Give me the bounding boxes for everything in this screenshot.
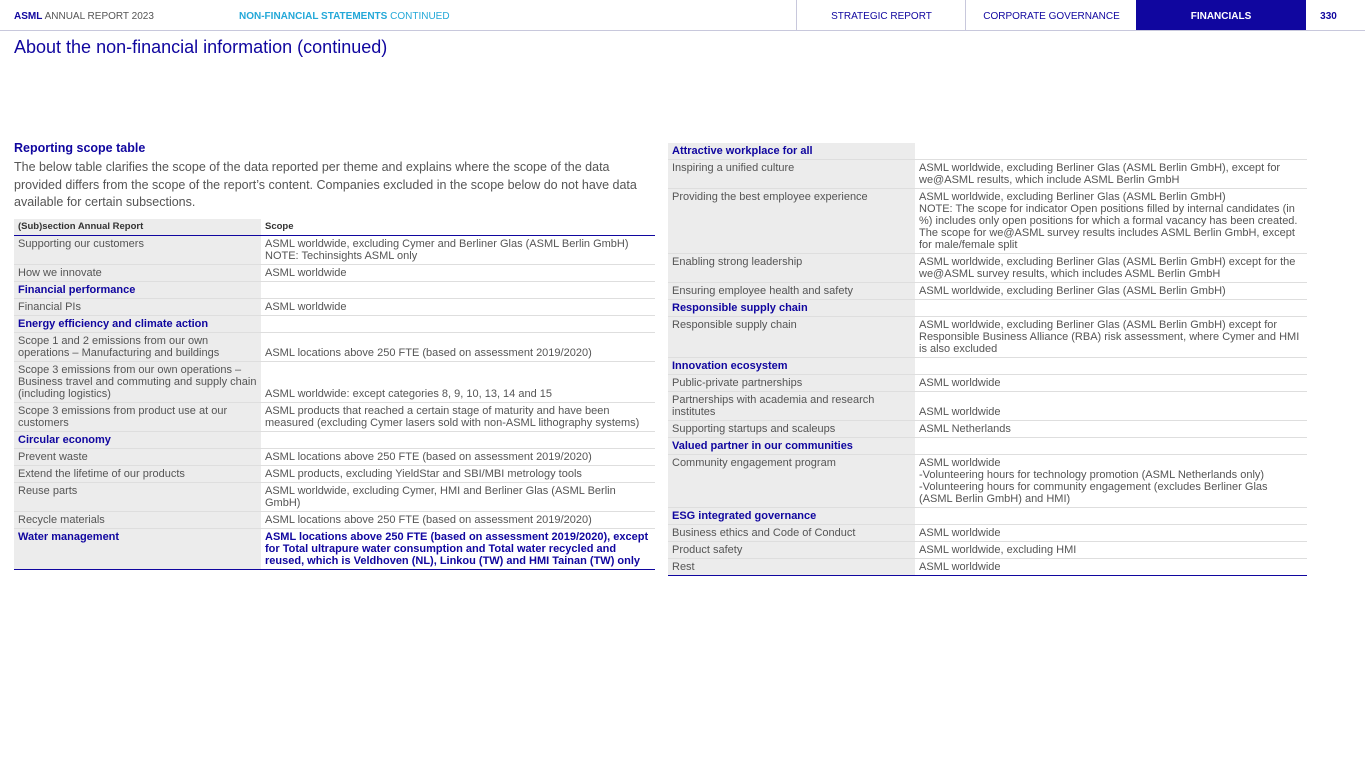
table-row — [14, 236, 655, 265]
report-header — [0, 0, 1365, 31]
table-row — [668, 189, 1307, 254]
subsection-cell: Partnerships with academia and research institutes — [668, 392, 915, 421]
table-row — [668, 542, 1307, 559]
table-section-row — [668, 508, 1307, 525]
subsection-cell: Providing the best employee experience — [668, 189, 915, 254]
subsection-cell: Prevent waste — [14, 449, 261, 466]
subsection-cell: How we innovate — [14, 265, 261, 282]
scope-cell: ASML products, excluding YieldStar and SBI/MBI metrology tools — [261, 466, 655, 483]
scope-cell: ASML locations above 250 FTE (based on assessment 2019/2020) — [261, 333, 655, 362]
scope-cell — [915, 508, 1307, 525]
section-name: NON-FINANCIAL STATEMENTS — [239, 11, 388, 22]
subsection-cell: Recycle materials — [14, 512, 261, 529]
subsection-cell: Water management — [14, 529, 261, 570]
subsection-cell: Reuse parts — [14, 483, 261, 512]
scope-cell — [261, 432, 655, 449]
scope-table-intro: The below table clarifies the scope of the data reported per theme and explains where the scope of the data provided differs from the scope of the report’s content. Companies excluded in the scope below do not have data available for certain subsections. — [14, 160, 637, 209]
scope-cell — [261, 282, 655, 299]
report-brand — [14, 11, 154, 22]
scope-cell — [915, 143, 1307, 160]
page-title: About the non-financial information (continued) — [14, 37, 388, 57]
column-header-subsection: (Sub)section Annual Report — [14, 219, 261, 236]
column-header-scope: Scope — [261, 219, 655, 236]
scope-cell — [261, 316, 655, 333]
table-row — [14, 362, 655, 403]
scope-cell: ASML worldwide — [915, 375, 1307, 392]
subsection-cell: Responsible supply chain — [668, 300, 915, 317]
scope-cell: ASML worldwide — [915, 525, 1307, 542]
scope-cell: ASML products that reached a certain stage of maturity and have been measured (excluding Cymer lasers sold with non-ASML lithography systems) — [261, 403, 655, 432]
scope-cell: ASML worldwide, excluding Berliner Glas (ASML Berlin GmbH) except for the we@ASML survey results, which includes ASML Berlin GmbH — [915, 254, 1307, 283]
subsection-cell: Enabling strong leadership — [668, 254, 915, 283]
subsection-cell: Responsible supply chain — [668, 317, 915, 358]
subsection-cell: ESG integrated governance — [668, 508, 915, 525]
scope-cell: ASML worldwide, excluding Cymer, HMI and Berliner Glas (ASML Berlin GmbH) — [261, 483, 655, 512]
tab-corporate-governance[interactable]: CORPORATE GOVERNANCE — [965, 0, 1137, 30]
scope-table-left — [14, 219, 655, 570]
scope-cell: ASML worldwide, excluding HMI — [915, 542, 1307, 559]
subsection-cell: Rest — [668, 559, 915, 576]
scope-table-right — [668, 143, 1307, 576]
tab-strategic-report[interactable]: STRATEGIC REPORT — [796, 0, 966, 30]
table-row — [14, 333, 655, 362]
table-section-row — [14, 316, 655, 333]
table-section-row — [668, 358, 1307, 375]
subsection-cell: Circular economy — [14, 432, 261, 449]
scope-cell: ASML worldwide — [261, 299, 655, 316]
table-row — [14, 512, 655, 529]
subsection-cell: Supporting our customers — [14, 236, 261, 265]
report-name: ANNUAL REPORT 2023 — [44, 11, 154, 22]
subsection-cell: Financial PIs — [14, 299, 261, 316]
table-row — [14, 466, 655, 483]
brand-name: ASML — [14, 11, 43, 22]
table-row — [668, 421, 1307, 438]
scope-cell: ASML worldwide, excluding Berliner Glas (ASML Berlin GmbH) NOTE: The scope for indicator Open positions filled by internal candidates (in %) includes only open positions for which a formal vacancy has been created. The scope for we@ASML survey results includes ASML Berlin GmbH, except for male/female split — [915, 189, 1307, 254]
table-row — [14, 265, 655, 282]
subsection-cell: Valued partner in our communities — [668, 438, 915, 455]
table-header-row — [14, 219, 655, 236]
scope-cell: ASML worldwide, excluding Cymer and Berliner Glas (ASML Berlin GmbH) NOTE: Techinsights ASML only — [261, 236, 655, 265]
table-row — [668, 559, 1307, 576]
table-row — [668, 375, 1307, 392]
table-row — [14, 299, 655, 316]
scope-cell: ASML worldwide, excluding Berliner Glas (ASML Berlin GmbH) except for Responsible Business Alliance (RBA) risk assessment, where Cymer and HMI is also excluded — [915, 317, 1307, 358]
table-section-row — [668, 300, 1307, 317]
subsection-cell: Innovation ecosystem — [668, 358, 915, 375]
table-row — [668, 283, 1307, 300]
subsection-cell: Supporting startups and scaleups — [668, 421, 915, 438]
table-section-row — [14, 432, 655, 449]
tab-financials[interactable]: FINANCIALS — [1136, 0, 1306, 30]
subsection-cell: Product safety — [668, 542, 915, 559]
subsection-cell: Scope 3 emissions from our own operations – Business travel and commuting and supply chain (including logistics) — [14, 362, 261, 403]
table-row — [668, 317, 1307, 358]
subsection-cell: Financial performance — [14, 282, 261, 299]
table-section-row — [668, 438, 1307, 455]
table-row — [14, 449, 655, 466]
table-section-row — [668, 143, 1307, 160]
table-row — [668, 254, 1307, 283]
table-section-row — [14, 529, 655, 570]
scope-cell: ASML Netherlands — [915, 421, 1307, 438]
table-row — [668, 455, 1307, 508]
scope-cell — [915, 438, 1307, 455]
scope-cell: ASML worldwide: except categories 8, 9, 10, 13, 14 and 15 — [261, 362, 655, 403]
table-row — [668, 160, 1307, 189]
subsection-cell: Attractive workplace for all — [668, 143, 915, 160]
subsection-cell: Scope 1 and 2 emissions from our own operations – Manufacturing and buildings — [14, 333, 261, 362]
scope-cell: ASML worldwide, excluding Berliner Glas (ASML Berlin GmbH), except for we@ASML results, which include ASML Berlin GmbH — [915, 160, 1307, 189]
subsection-cell: Extend the lifetime of our products — [14, 466, 261, 483]
subsection-cell: Community engagement program — [668, 455, 915, 508]
subsection-cell: Ensuring employee health and safety — [668, 283, 915, 300]
scope-cell: ASML locations above 250 FTE (based on assessment 2019/2020), except for Total ultrapure water consumption and Total water recycled and reused, which is Veldhoven (NL), Linkou (TW) and HMI Tainan (TW) only — [261, 529, 655, 570]
subsection-cell: Public-private partnerships — [668, 375, 915, 392]
subsection-cell: Scope 3 emissions from product use at our customers — [14, 403, 261, 432]
section-continued: CONTINUED — [390, 11, 450, 22]
scope-cell: ASML worldwide — [261, 265, 655, 282]
section-label — [239, 11, 450, 22]
scope-cell: ASML locations above 250 FTE (based on assessment 2019/2020) — [261, 449, 655, 466]
scope-cell: ASML worldwide -Volunteering hours for technology promotion (ASML Netherlands only) -Volunteering hours for community engagement (excludes Berliner Glas (ASML Berlin GmbH) and HMI) — [915, 455, 1307, 508]
table-row — [668, 525, 1307, 542]
scope-cell: ASML worldwide — [915, 559, 1307, 576]
subsection-cell: Energy efficiency and climate action — [14, 316, 261, 333]
scope-cell: ASML worldwide, excluding Berliner Glas (ASML Berlin GmbH) — [915, 283, 1307, 300]
table-row — [14, 403, 655, 432]
scope-table-heading: Reporting scope table — [14, 141, 146, 155]
subsection-cell: Business ethics and Code of Conduct — [668, 525, 915, 542]
scope-cell: ASML locations above 250 FTE (based on assessment 2019/2020) — [261, 512, 655, 529]
scope-cell — [915, 300, 1307, 317]
subsection-cell: Inspiring a unified culture — [668, 160, 915, 189]
table-section-row — [14, 282, 655, 299]
scope-cell — [915, 358, 1307, 375]
page-number: 330 — [1320, 11, 1337, 22]
table-row — [14, 483, 655, 512]
scope-cell: ASML worldwide — [915, 392, 1307, 421]
table-row — [668, 392, 1307, 421]
